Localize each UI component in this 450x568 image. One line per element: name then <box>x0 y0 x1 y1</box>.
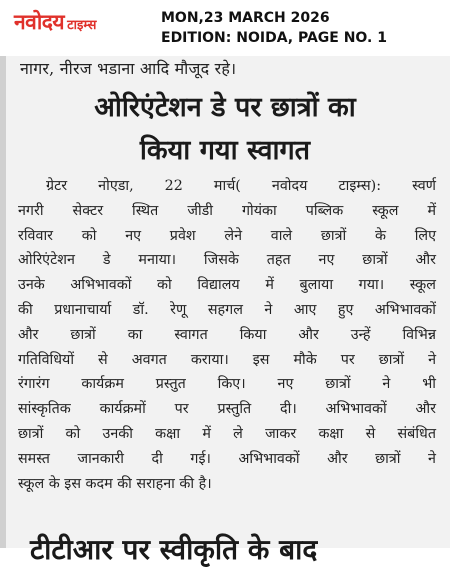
body-line: ओरिएंटेशन डे मनाया। जिसके तहत नए छात्रों और <box>18 252 436 269</box>
edition-info <box>161 8 387 48</box>
headline-line: किया गया स्वागत <box>139 135 311 166</box>
body-line: रंगारंग कार्यक्रम प्रस्तुत किए। नए छात्रों ने भी <box>18 376 436 393</box>
next-article-fragment: टीटीआर पर स्वीकृति के बाद <box>30 533 318 566</box>
body-line: सांस्कृतिक कार्यक्रमों पर प्रस्तुति दी। अभिभावकों और <box>18 401 436 418</box>
body-line: की प्रधानाचार्या डॉ. रेणू सहगल ने आए हुए अभिभावकों <box>18 301 436 318</box>
logo-text: नवोदय <box>14 9 65 34</box>
publication-date: MON,23 MARCH 2026 <box>161 10 330 26</box>
body-line: समस्त जानकारी दी गई। अभिभावकों और छात्रों ने <box>18 450 436 467</box>
article-headline <box>8 86 442 172</box>
body-line: स्कूल के इस कदम की सराहना की है। <box>18 475 212 492</box>
body-line: छात्रों को उनकी कक्षा में ले जाकर कक्षा से संबंधित <box>18 425 436 442</box>
body-line: और छात्रों का स्वागत किया और उन्हें विभिन्न <box>18 326 436 343</box>
news-clipping <box>0 56 450 566</box>
body-line: उनके अभिभावकों को विद्यालय में बुलाया गया। स्कूल <box>18 277 436 294</box>
previous-article-fragment: नागर, नीरज भडाना आदि मौजूद रहे। <box>20 59 237 78</box>
headline-line: ओरिएंटेशन डे पर छात्रों का <box>94 92 356 123</box>
page-header <box>0 0 450 56</box>
body-line: गतिविधियों से अवगत कराया। इस मौके पर छात्रों ने <box>18 351 436 368</box>
edition-page: EDITION: NOIDA, PAGE NO. 1 <box>161 30 387 46</box>
body-line: नगरी सेक्टर स्थित जीडी गोयंका पब्लिक स्कूल में <box>18 202 436 219</box>
clipping-edge <box>0 56 6 548</box>
body-line: रविवार को नए प्रवेश लेने वाले छात्रों के लिए <box>18 227 436 244</box>
article-body <box>18 174 436 496</box>
logo-subtext: टाइम्स <box>67 18 97 33</box>
body-line: ग्रेटर नोएडा, 22 मार्च( नवोदय टाइम्स): स्वर्ण <box>46 178 436 194</box>
newspaper-logo <box>14 8 96 36</box>
